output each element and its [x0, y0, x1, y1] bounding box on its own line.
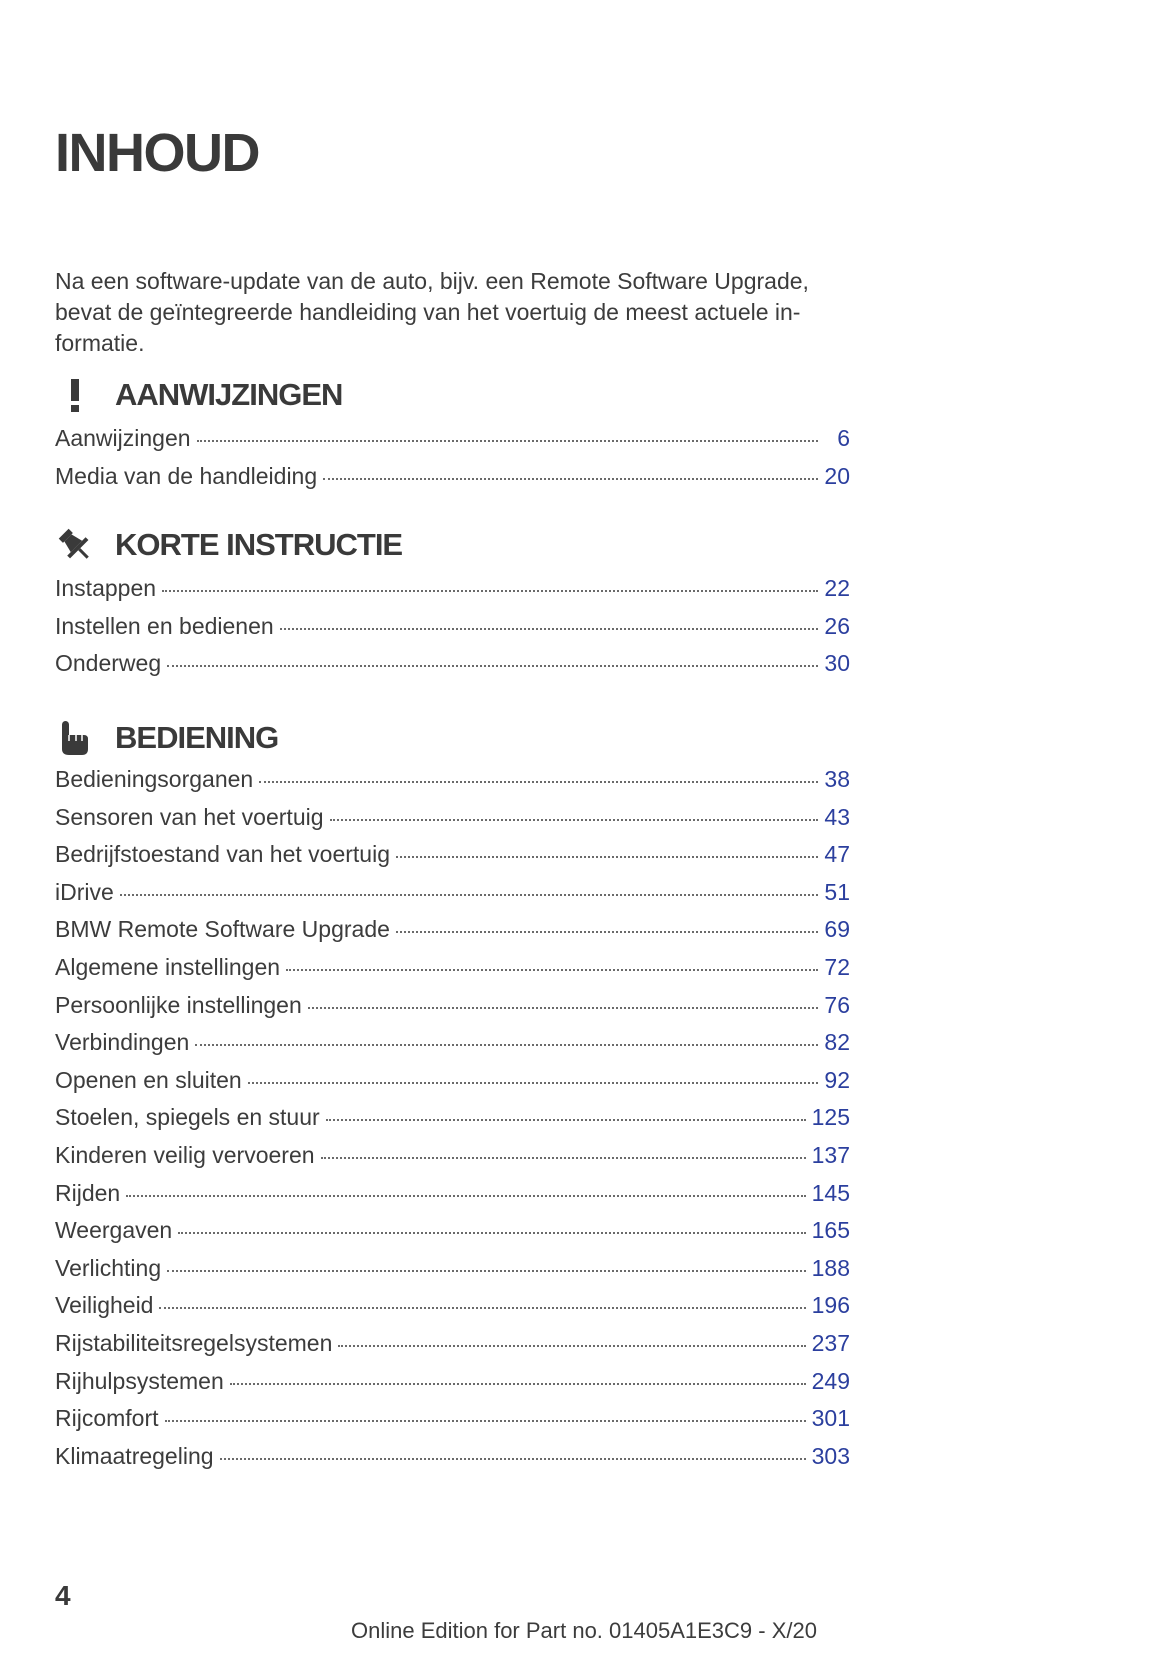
dot-leader — [338, 1345, 805, 1347]
toc-entry-label: Persoonlijke instellingen — [55, 991, 302, 1018]
toc-entry-rijden[interactable] — [55, 1180, 850, 1218]
dot-leader — [159, 1307, 805, 1309]
toc-entry-label: Verlichting — [55, 1254, 162, 1281]
toc-entry-instellen-en-bedienen[interactable] — [55, 613, 850, 651]
dot-leader — [326, 1119, 806, 1121]
toc-page-link[interactable]: 26 — [824, 612, 850, 639]
toc-entry-algemene-instellingen[interactable] — [55, 954, 850, 992]
dot-leader — [308, 1007, 818, 1009]
toc-entry-aanwijzingen[interactable] — [55, 425, 850, 463]
toc-page-link[interactable]: 47 — [824, 841, 850, 868]
dot-leader — [167, 1270, 806, 1272]
toc-page-link[interactable]: 92 — [824, 1066, 850, 1093]
page-title: INHOUD — [55, 123, 259, 183]
toc-entry-label: Media van de handleiding — [55, 462, 318, 489]
toc-page-link[interactable]: 188 — [811, 1254, 850, 1281]
toc-entry-weergaven[interactable] — [55, 1217, 850, 1255]
dot-leader — [230, 1383, 806, 1385]
toc-page-link[interactable]: 22 — [824, 575, 850, 601]
section-title: AANWIJZINGEN — [115, 377, 343, 412]
toc-page-link[interactable]: 72 — [824, 953, 850, 980]
toc-page-link[interactable]: 137 — [811, 1141, 850, 1168]
toc-entry-rijhulpsystemen[interactable] — [55, 1368, 850, 1406]
toc-entry-label: BMW Remote Software Upgrade — [55, 916, 390, 943]
toc-entry-label: Kinderen veilig vervoeren — [55, 1141, 315, 1168]
exclamation-icon — [55, 375, 95, 415]
toc-entry-rijcomfort[interactable] — [55, 1405, 850, 1443]
toc-page-link[interactable]: 38 — [824, 766, 850, 792]
toc-entry-label: Bedieningsorganen — [55, 766, 254, 792]
toc-page-link[interactable]: 6 — [837, 425, 850, 451]
toc-page-link[interactable]: 249 — [811, 1367, 850, 1394]
toc-entry-openen-en-sluiten[interactable] — [55, 1067, 850, 1105]
section-title: BEDIENING — [115, 720, 279, 755]
toc-entry-bedrijfstoestand-van-het-voertuig[interactable] — [55, 841, 850, 879]
toc-entry-bmw-remote-software-upgrade[interactable] — [55, 916, 850, 954]
dot-leader — [167, 665, 818, 667]
toc-entry-bedieningsorganen[interactable] — [55, 766, 850, 804]
toc-entry-label: Weergaven — [55, 1217, 173, 1244]
section-header — [55, 713, 850, 763]
toc-page-link[interactable]: 303 — [811, 1442, 850, 1469]
toc-page-link[interactable]: 76 — [824, 991, 850, 1018]
toc-entry-idrive[interactable] — [55, 879, 850, 917]
toc-entry-label: Aanwijzingen — [55, 425, 191, 451]
toc-entry-label: Algemene instellingen — [55, 953, 281, 980]
dot-leader — [197, 440, 818, 442]
dot-leader — [165, 1420, 806, 1422]
toc-entry-veiligheid[interactable] — [55, 1292, 850, 1330]
toc-list — [55, 766, 850, 1480]
dot-leader — [321, 1157, 806, 1159]
toc-entry-verlichting[interactable] — [55, 1255, 850, 1293]
dot-leader — [195, 1044, 818, 1046]
toc-entry-onderweg[interactable] — [55, 650, 850, 688]
toc-entry-label: Instellen en bedienen — [55, 612, 274, 639]
toc-entry-label: iDrive — [55, 878, 114, 905]
dot-leader — [330, 819, 818, 821]
section-korte-instructie — [55, 520, 850, 688]
toc-entry-label: Sensoren van het voertuig — [55, 803, 324, 830]
toc-entry-label: Rijhulpsystemen — [55, 1367, 224, 1394]
toc-entry-stoelen-spiegels-en-stuur[interactable] — [55, 1104, 850, 1142]
toc-page-link[interactable]: 301 — [811, 1405, 850, 1432]
toc-entry-label: Verbindingen — [55, 1029, 190, 1056]
dot-leader — [126, 1195, 805, 1197]
dot-leader — [323, 478, 818, 480]
toc-entry-label: Instappen — [55, 575, 157, 601]
toc-entry-label: Rijden — [55, 1179, 121, 1206]
dot-leader — [396, 856, 818, 858]
footer-edition: Online Edition for Part no. 01405A1E3C9 - X/20 — [351, 1618, 817, 1643]
toc-entry-label: Rijstabiliteitsregelsystemen — [55, 1329, 333, 1356]
dot-leader — [280, 628, 818, 630]
toc-entry-label: Openen en sluiten — [55, 1066, 242, 1093]
dot-leader — [286, 969, 818, 971]
toc-entry-label: Onderweg — [55, 650, 162, 677]
dot-leader — [178, 1232, 805, 1234]
section-header — [55, 520, 850, 570]
toc-entry-label: Stoelen, spiegels en stuur — [55, 1104, 320, 1131]
toc-page-link[interactable]: 196 — [811, 1292, 850, 1319]
toc-entry-kinderen-veilig-vervoeren[interactable] — [55, 1142, 850, 1180]
dot-leader — [248, 1082, 818, 1084]
pushpin-icon — [55, 525, 95, 565]
toc-page-link[interactable]: 125 — [811, 1104, 850, 1131]
toc-entry-media-van-de-handleiding[interactable] — [55, 463, 850, 501]
toc-list — [55, 575, 850, 688]
hand-pointer-icon — [55, 718, 95, 758]
section-bediening — [55, 713, 850, 1480]
toc-page-link[interactable]: 82 — [824, 1029, 850, 1056]
toc-page-link[interactable]: 43 — [824, 803, 850, 830]
dot-leader — [396, 931, 818, 933]
toc-entry-rijstabiliteitsregelsystemen[interactable] — [55, 1330, 850, 1368]
toc-entry-label: Rijcomfort — [55, 1405, 159, 1432]
toc-page-link[interactable]: 237 — [811, 1329, 850, 1356]
section-title: KORTE INSTRUCTIE — [115, 527, 403, 562]
toc-entry-instappen[interactable] — [55, 575, 850, 613]
toc-page-link[interactable]: 145 — [811, 1179, 850, 1206]
toc-page-link[interactable]: 30 — [824, 650, 850, 677]
dot-leader — [220, 1458, 806, 1460]
dot-leader — [259, 781, 818, 783]
toc-entry-persoonlijke-instellingen[interactable] — [55, 992, 850, 1030]
toc-entry-label: Veiligheid — [55, 1292, 154, 1319]
toc-entry-verbindingen[interactable] — [55, 1029, 850, 1067]
toc-page-link[interactable]: 51 — [824, 878, 850, 905]
intro-text: Na een software-update van de auto, bijv. een Remote Software Upgrade, bevat de geïntegreerde handleiding van het voertuig de meest actuele in-formatie. — [55, 268, 809, 356]
toc-list — [55, 425, 850, 500]
toc-entry-sensoren-van-het-voertuig[interactable] — [55, 804, 850, 842]
toc-entry-label: Klimaatregeling — [55, 1442, 214, 1469]
section-header — [55, 370, 850, 420]
toc-page-link[interactable]: 20 — [824, 462, 850, 489]
toc-page-link[interactable]: 69 — [824, 916, 850, 943]
toc-page-link[interactable]: 165 — [811, 1217, 850, 1244]
dot-leader — [120, 894, 818, 896]
toc-entry-klimaatregeling[interactable] — [55, 1443, 850, 1481]
dot-leader — [162, 590, 818, 592]
page-number: 4 — [55, 1580, 71, 1611]
toc-entry-label: Bedrijfstoestand van het voertuig — [55, 841, 390, 868]
section-aanwijzingen — [55, 370, 850, 500]
